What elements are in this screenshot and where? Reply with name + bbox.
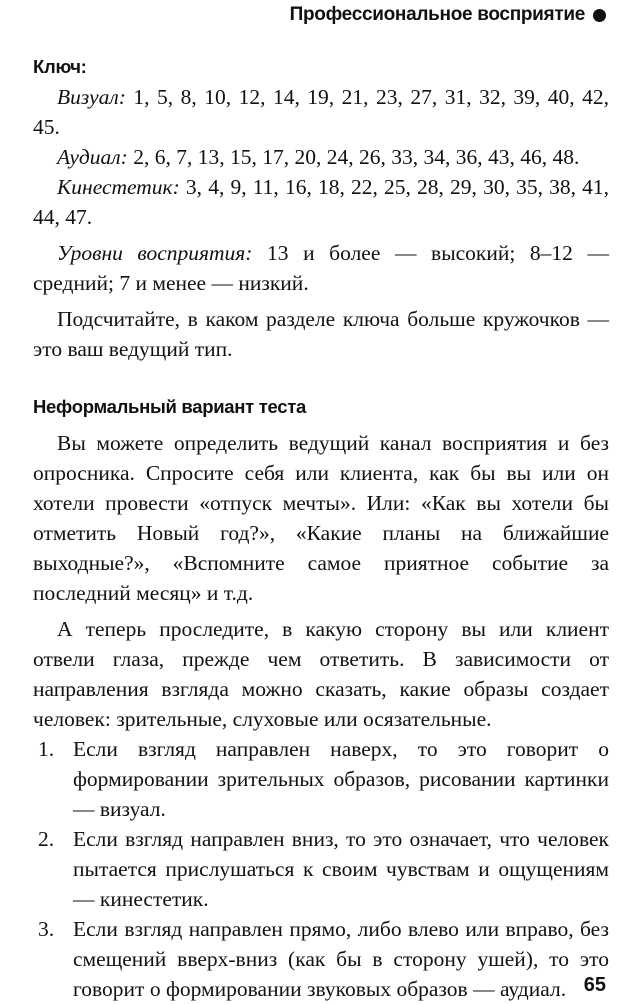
running-header [290, 4, 606, 26]
key-values-visual: 1, 5, 8, 10, 12, 14, 19, 21, 23, 27, 31, 32, 39, 40, 42, 45. [33, 85, 609, 139]
informal-heading: Неформальный вариант теста [33, 396, 306, 417]
key-line-audial [33, 142, 609, 172]
levels-label: Уровни восприятия: [57, 241, 253, 265]
perception-levels [33, 238, 609, 298]
key-heading: Ключ: [33, 56, 87, 77]
page-content [33, 52, 609, 1004]
list-item-text: Если взгляд направлен вниз, то это означает, что человек пытается прислушаться к своим чувствам и ощущениям — кинестетик. [73, 827, 609, 911]
list-item-number: 2. [38, 827, 55, 851]
key-line-visual [33, 82, 609, 142]
count-note: Подсчитайте, в каком разделе ключа больше кружочков — это ваш ведущий тип. [33, 307, 609, 361]
list-item [33, 734, 609, 824]
informal-paragraph-2: А теперь проследите, в какую сторону вы или клиент отвели глаза, прежде чем ответить. В зависимости от направления взгляда можно сказать, какие образы создает человек: зрительные, слуховые или осязательные. [33, 617, 609, 731]
list-item [33, 824, 609, 914]
key-label-audial: Аудиал: [57, 145, 128, 169]
levels-text: 13 и более — высокий; 8–12 — средний; 7 и менее — низкий. [33, 241, 610, 295]
bullet-icon [593, 9, 606, 22]
informal-paragraph-1: Вы можете определить ведущий канал восприятия и без опросника. Спросите себя или клиента, как бы вы или он хотели провести «отпуск мечты». Или: «Как вы хотели бы отметить Новый год?», «Какие планы на ближайшие выходные?», «Вспомните самое приятное событие за последний месяц» и т.д. [33, 431, 609, 605]
key-label-kinesthetic: Кинестетик: [57, 175, 180, 199]
gaze-direction-list [33, 734, 609, 1004]
key-label-visual: Визуал: [57, 85, 126, 109]
list-item-number: 1. [38, 737, 55, 761]
running-header-title: Профессиональное восприятие [289, 4, 585, 25]
list-item-text: Если взгляд направлен прямо, либо влево или вправо, без смещений вверх-вниз (как бы в сторону ушей), то это говорит о формировании звуковых образов — аудиал. [73, 917, 609, 1001]
page-number: 65 [583, 974, 606, 996]
key-values-audial: 2, 6, 7, 13, 15, 17, 20, 24, 26, 33, 34, 36, 43, 46, 48. [127, 145, 580, 169]
list-item [33, 914, 609, 1004]
list-item-text: Если взгляд направлен наверх, то это говорит о формировании зрительных образов, рисовании картинки — визуал. [73, 737, 609, 821]
key-values-kinesthetic: 3, 4, 9, 11, 16, 18, 22, 25, 28, 29, 30, 35, 38, 41, 44, 47. [33, 175, 609, 229]
list-item-number: 3. [38, 917, 55, 941]
key-line-kinesthetic [33, 172, 609, 232]
